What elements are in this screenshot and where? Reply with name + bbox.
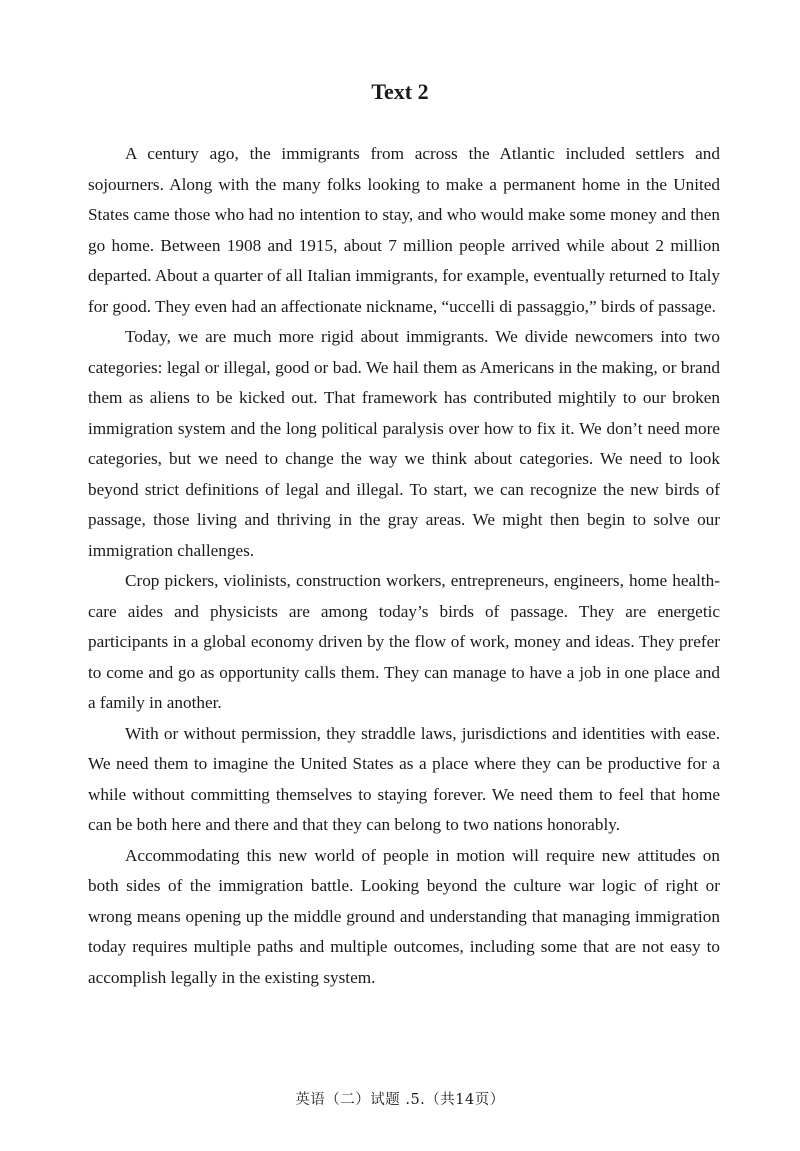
passage-body <box>88 139 720 993</box>
paragraph-5: Accommodating this new world of people in motion will require new attitudes on both sides of the immigration battle. Looking beyond the culture war logic of right or wrong means opening up the middle ground and understanding that managing immigration today requires multiple paths and multiple outcomes, including some that are not easy to accomplish legally in the existing system. <box>88 845 720 987</box>
section-title: Text 2 <box>371 79 429 104</box>
paragraph-1: A century ago, the immigrants from across the Atlantic included settlers and sojourners. Along with the many folks looking to make a permanent home in the United States came those who had no intention to stay, and who would make some money and then go home. Between 1908 and 1915, about 7 million people arrived while about 2 million departed. About a quarter of all Italian immigrants, for example, eventually returned to Italy for good. They even had an affectionate nickname, “uccelli di passaggio,” birds of passage. <box>88 144 720 316</box>
paragraph-2: Today, we are much more rigid about immigrants. We divide newcomers into two categories: legal or illegal, good or bad. We hail them as Americans in the making, or brand them as aliens to be kicked out. That framework has contributed mightily to our broken immigration system and the long political paralysis over how to fix it. We don’t need more categories, but we need to change the way we think about categories. We need to look beyond strict definitions of legal and illegal. To start, we can recognize the new birds of passage, those living and thriving in the gray areas. We might then begin to solve our immigration challenges. <box>88 327 720 560</box>
page-footer: 英语（二）试题 .5.（共14页） <box>295 1092 505 1108</box>
paragraph-3: Crop pickers, violinists, construction workers, entrepreneurs, engineers, home health-care aides and physicists are among today’s birds of passage. They are energetic participants in a global economy driven by the flow of work, money and ideas. They prefer to come and go as opportunity calls them. They can manage to have a job in one place and a family in another. <box>88 571 720 712</box>
paragraph-4: With or without permission, they straddle laws, jurisdictions and identities with ease. We need them to imagine the United States as a place where they can be productive for a while without committing themselves to staying forever. We need them to feel that home can be both here and there and that they can belong to two nations honorably. <box>88 723 720 834</box>
